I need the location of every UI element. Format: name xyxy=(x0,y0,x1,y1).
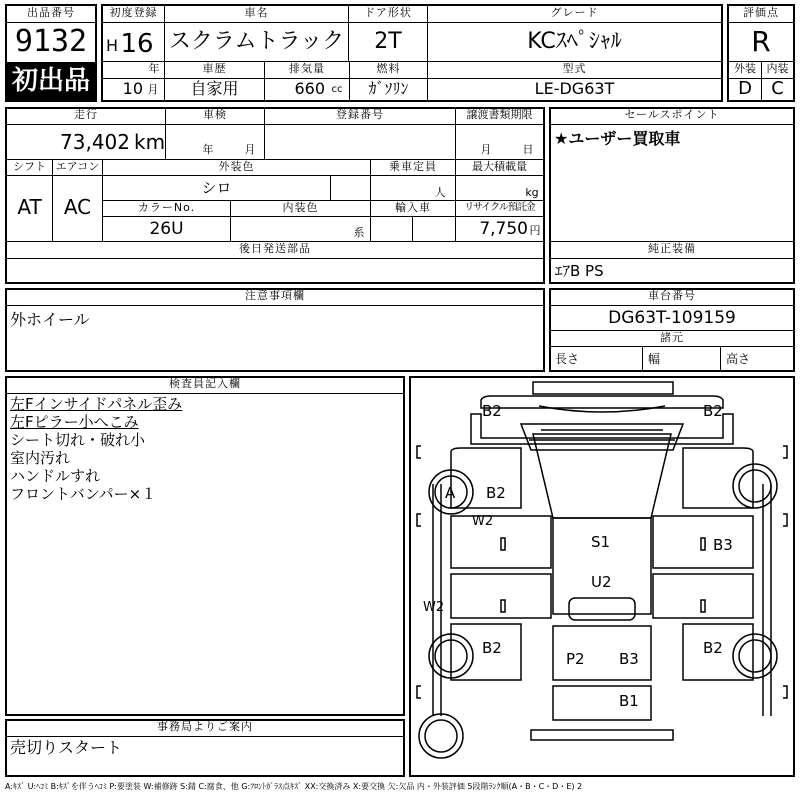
aircon-header: エアコン xyxy=(55,160,100,173)
mark-b2-top-left: B2 xyxy=(482,402,502,420)
inspection-header: 車検 xyxy=(203,108,227,121)
right-door xyxy=(653,516,753,568)
mark-p2: P2 xyxy=(566,650,585,668)
mark-b2-mid: B2 xyxy=(486,484,506,502)
fuel: ｶﾞｿﾘﾝ xyxy=(368,79,409,98)
era: H xyxy=(105,36,119,55)
wheel-front-right-inner xyxy=(739,470,771,502)
mark-s1: S1 xyxy=(591,533,611,551)
handle-l1 xyxy=(501,538,505,550)
sales-point-header: セールスポイント xyxy=(624,108,720,121)
mark-b1: B1 xyxy=(619,692,639,710)
grade-header: グレード xyxy=(550,6,599,19)
inspector-note: 左Fインサイドパネル歪み xyxy=(10,395,183,413)
notes: 外ホイール xyxy=(10,310,90,329)
reg-no-header: 登録番号 xyxy=(336,108,384,121)
mark-w2-left: W2 xyxy=(423,600,445,615)
windshield-area xyxy=(521,424,683,450)
inspection-month-unit: 月 xyxy=(244,143,256,156)
interior-header: 内装 xyxy=(766,62,789,75)
ext-color: シロ xyxy=(201,179,232,197)
lot-number-header: 出品番号 xyxy=(27,6,75,19)
year: 16 xyxy=(120,29,154,59)
height-label: 高さ xyxy=(726,352,751,366)
bracket-lr xyxy=(783,686,787,698)
car-name-header: 車名 xyxy=(244,6,269,19)
mark-b3-right: B3 xyxy=(713,536,733,554)
displacement-header: 排気量 xyxy=(289,62,325,75)
door-type: 2T xyxy=(374,29,402,54)
mark-w2-top: W2 xyxy=(472,514,494,529)
capacity-header: 乗車定員 xyxy=(389,160,437,173)
deadline-month-unit: 月 xyxy=(480,143,492,156)
office-note: 売切りスタート xyxy=(10,738,123,757)
front-bumper xyxy=(481,396,723,408)
spare-wheel-inner xyxy=(425,720,457,752)
inspector-notes-list xyxy=(10,395,400,503)
handle-r2 xyxy=(701,600,705,612)
right-front-fender xyxy=(683,448,753,508)
score: R xyxy=(751,25,771,58)
recycle-fee: 7,750 xyxy=(479,219,528,239)
bracket-ll xyxy=(417,686,421,698)
legend: A:ｷｽﾞ U:ﾍｺﾐ B:ｷｽﾞを伴うﾍｺﾐ P:要塗装 W:補修跡 S:錆 C:腐食、他 G:ﾌﾛﾝﾄｶﾞﾗｽ点ｷｽﾞ XX:交換済み X:要交換 欠:欠品 内・外装評価 5段階ﾗﾝｸ順(A・B・C・D・E) 2 xyxy=(5,782,583,791)
import-header: 輸入車 xyxy=(395,201,431,214)
wheel-rear-right-inner xyxy=(739,640,771,672)
model: LE-DG63T xyxy=(534,79,615,98)
recycle-header: リサイクル預託金 xyxy=(464,202,535,213)
deadline-day-unit: 日 xyxy=(522,143,534,156)
inspector-note: シート切れ・破れ小 xyxy=(10,431,146,449)
length-label: 長さ xyxy=(555,352,580,366)
inspector-note: フロントバンパー×１ xyxy=(10,485,157,503)
mark-u2: U2 xyxy=(591,573,612,591)
ext-color-header: 外装色 xyxy=(218,160,255,173)
interior-grade: C xyxy=(771,78,784,99)
capacity-unit: 人 xyxy=(434,186,446,199)
first-reg-header: 初度登録 xyxy=(109,6,158,19)
mark-b2-low-left: B2 xyxy=(482,639,502,657)
door-header: ドア形状 xyxy=(364,6,412,19)
grade: KCｽﾍﾟｼｬﾙ xyxy=(527,29,622,54)
handle-r1 xyxy=(701,538,705,550)
bracket-tl xyxy=(417,446,421,458)
lot-number: 9132 xyxy=(14,24,88,59)
shift-header: シフト xyxy=(13,160,46,173)
mileage-header: 走行 xyxy=(74,108,98,121)
exterior-header: 外装 xyxy=(734,62,756,75)
chassis-number: DG63T-109159 xyxy=(608,308,736,328)
exterior-grade: D xyxy=(738,78,752,99)
mileage: 73,402 xyxy=(60,130,130,154)
aircon: AC xyxy=(63,195,92,219)
inspector-header: 検査員記入欄 xyxy=(169,377,241,390)
recycle-unit: 円 xyxy=(529,224,541,237)
inspector-note: 室内汚れ xyxy=(10,449,71,467)
model-header: 型式 xyxy=(562,62,587,75)
dims-header: 諸元 xyxy=(660,331,684,344)
mark-b2-top-right: B2 xyxy=(703,402,723,420)
int-color-header: 内装色 xyxy=(282,201,319,214)
later-parts-header: 後日発送部品 xyxy=(239,242,311,255)
max-load-header: 最大積載量 xyxy=(472,160,527,173)
mark-a: A xyxy=(445,484,456,502)
rear-bumper xyxy=(531,730,673,740)
displacement: 660 xyxy=(294,79,325,98)
max-load-unit: kg xyxy=(525,186,539,199)
equipment-header: 純正装備 xyxy=(648,242,696,255)
bracket-tr xyxy=(783,446,787,458)
score-header: 評価点 xyxy=(743,6,779,19)
shift: AT xyxy=(17,195,42,219)
notes-header: 注意事項欄 xyxy=(245,289,305,302)
front-bumper-top xyxy=(533,382,673,394)
bracket-ml xyxy=(417,514,421,526)
displacement-unit: cc xyxy=(331,84,343,95)
mark-b3-low: B3 xyxy=(619,650,639,668)
color-no: 26U xyxy=(149,219,184,239)
inspector-note: 左Fピラー小へこみ xyxy=(10,413,139,431)
deadline-header: 譲渡書類期限 xyxy=(466,108,533,121)
rear-window xyxy=(569,598,635,620)
mark-b2-low-right: B2 xyxy=(703,639,723,657)
mileage-unit: km xyxy=(134,130,166,154)
month: 10 xyxy=(122,79,143,98)
history-header: 車歴 xyxy=(202,62,227,75)
month-unit: 月 xyxy=(147,83,159,96)
year-unit: 年 xyxy=(148,62,160,75)
first-listing-label: 初出品 xyxy=(11,66,90,96)
bracket-mr xyxy=(783,514,787,526)
int-color-unit: 系 xyxy=(353,226,365,239)
width-label: 幅 xyxy=(648,352,661,366)
handle-l2 xyxy=(501,600,505,612)
inspector-note: ハンドルすれ xyxy=(10,467,101,485)
equipment: ｴｱB PS xyxy=(555,262,604,280)
inspection-year-unit: 年 xyxy=(202,143,214,156)
office-header: 事務局よりご案内 xyxy=(157,720,253,733)
front-grille xyxy=(539,406,665,412)
color-no-header: カラーNo. xyxy=(137,201,196,214)
chassis-header: 車台番号 xyxy=(648,289,696,302)
car-history: 自家用 xyxy=(190,79,239,98)
fuel-header: 燃料 xyxy=(376,62,401,75)
windshield xyxy=(533,434,671,518)
car-name: スクラムトラック xyxy=(168,29,345,54)
sales-point: ★ユーザー買取車 xyxy=(554,129,681,148)
